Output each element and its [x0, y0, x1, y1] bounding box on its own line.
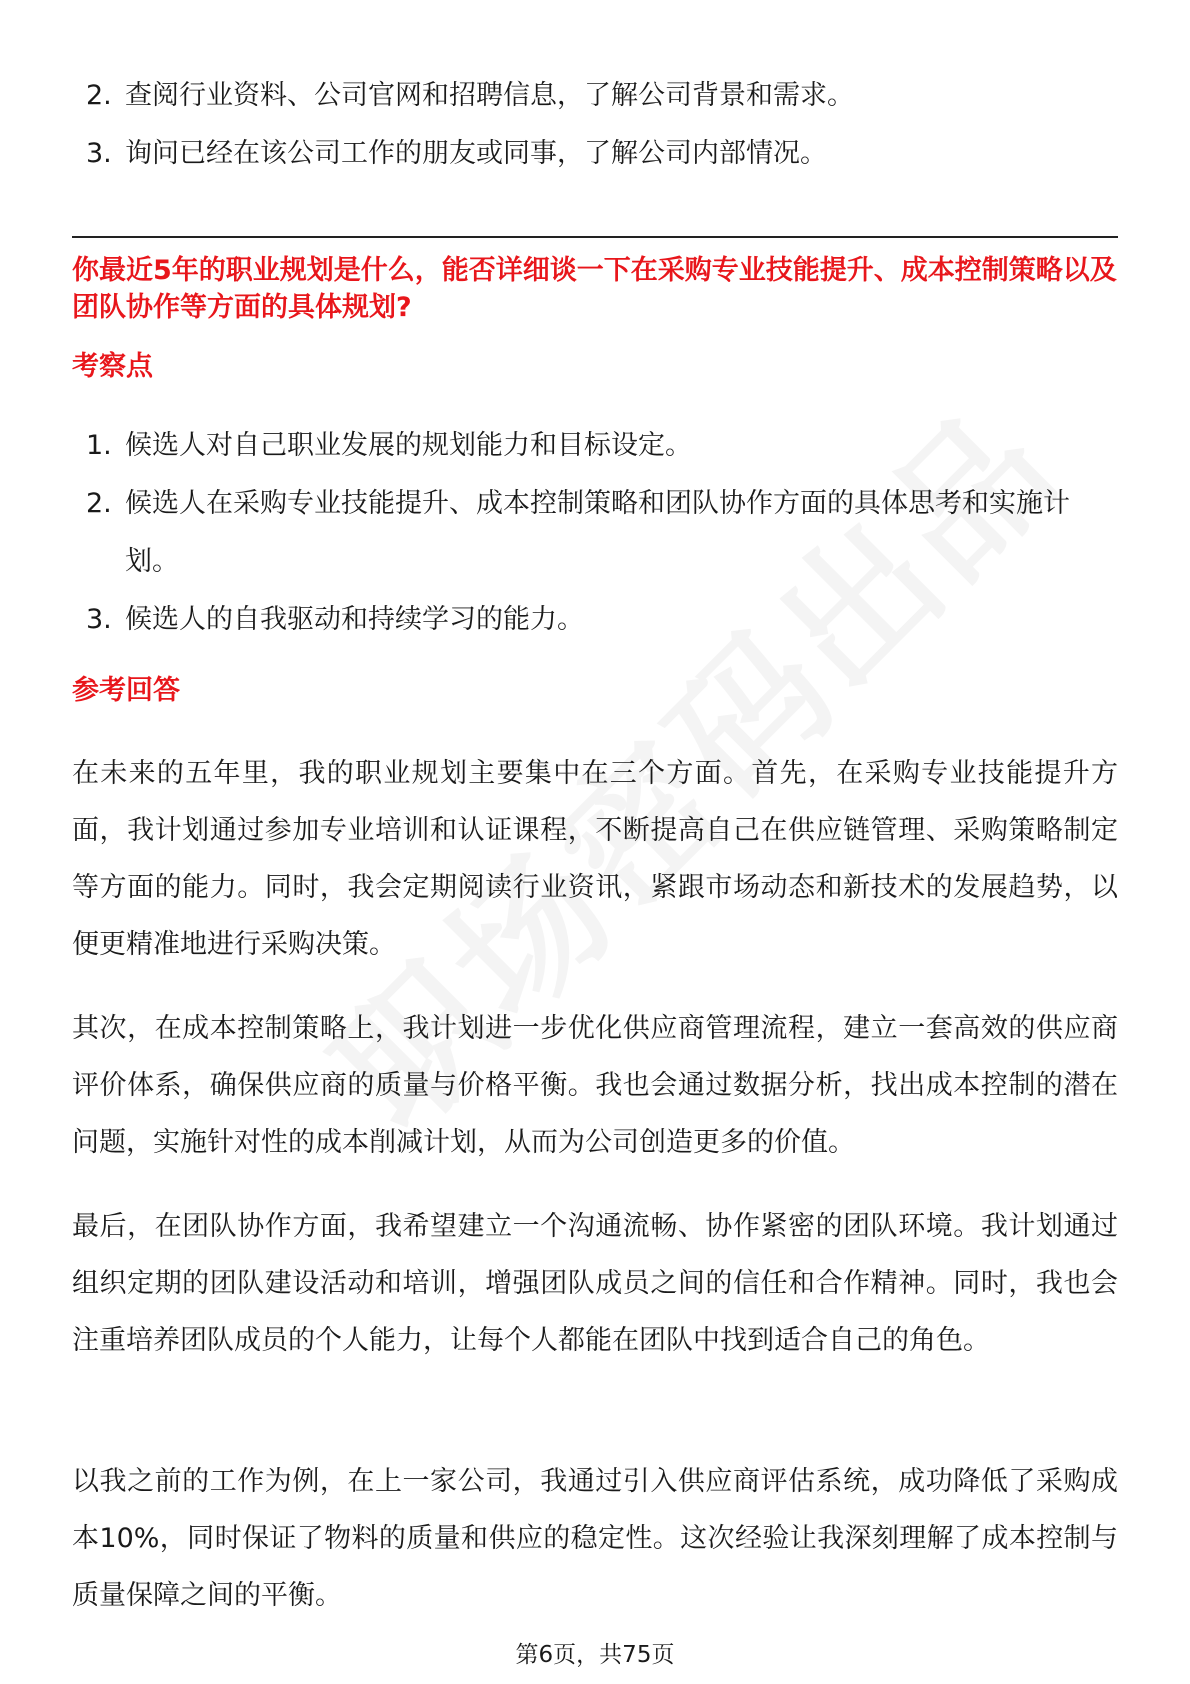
answer-paragraph: 以我之前的工作为例，在上一家公司，我通过引入供应商评估系统，成功降低了采购成本10%，同时保证了物料的质量和供应的稳定性。这次经验让我深刻理解了成本控制与质量保障之间的平衡。	[72, 1466, 1118, 1611]
focus-points-heading: 考察点	[72, 351, 153, 382]
list-item-text: 查阅行业资料、公司官网和招聘信息，了解公司背景和需求。	[125, 80, 854, 111]
list-item	[72, 67, 1118, 125]
list-item-text: 询问已经在该公司工作的朋友或同事，了解公司内部情况。	[125, 138, 827, 169]
interview-question: 你最近5年的职业规划是什么，能否详细谈一下在采购专业技能提升、成本控制策略以及团队协作等方面的具体规划?	[72, 255, 1117, 323]
list-item-text: 候选人的自我驱动和持续学习的能力。	[125, 604, 584, 635]
previous-answer-list	[72, 67, 1118, 183]
list-item-number: 2.	[86, 80, 112, 111]
list-item-number: 3.	[86, 604, 112, 635]
page-number-footer: 第6页，共75页	[515, 1642, 675, 1668]
list-item-text: 候选人在采购专业技能提升、成本控制策略和团队协作方面的具体思考和实施计划。	[125, 488, 1070, 577]
reference-answer-heading: 参考回答	[72, 675, 180, 706]
answer-paragraph: 最后，在团队协作方面，我希望建立一个沟通流畅、协作紧密的团队环境。我计划通过组织定期的团队建设活动和培训，增强团队成员之间的信任和合作精神。同时，我也会注重培养团队成员的个人能力，让每个人都能在团队中找到适合自己的角色。	[72, 1211, 1118, 1356]
list-item-number: 1.	[86, 430, 112, 461]
document-page	[72, 0, 1118, 1684]
focus-points-list	[72, 417, 1118, 649]
list-item-number: 2.	[86, 488, 112, 519]
list-item	[72, 417, 1118, 475]
answer-paragraph: 其次，在成本控制策略上，我计划进一步优化供应商管理流程，建立一套高效的供应商评价体系，确保供应商的质量与价格平衡。我也会通过数据分析，找出成本控制的潜在问题，实施针对性的成本削减计划，从而为公司创造更多的价值。	[72, 1013, 1118, 1158]
list-item-text: 候选人对自己职业发展的规划能力和目标设定。	[125, 430, 692, 461]
section-divider	[72, 236, 1118, 238]
list-item	[72, 591, 1118, 649]
list-item	[72, 475, 1118, 591]
answer-paragraph: 在未来的五年里，我的职业规划主要集中在三个方面。首先，在采购专业技能提升方面，我计划通过参加专业培训和认证课程，不断提高自己在供应链管理、采购策略制定等方面的能力。同时，我会定期阅读行业资讯，紧跟市场动态和新技术的发展趋势，以便更精准地进行采购决策。	[72, 758, 1118, 960]
list-item-number: 3.	[86, 138, 112, 169]
list-item	[72, 125, 1118, 183]
